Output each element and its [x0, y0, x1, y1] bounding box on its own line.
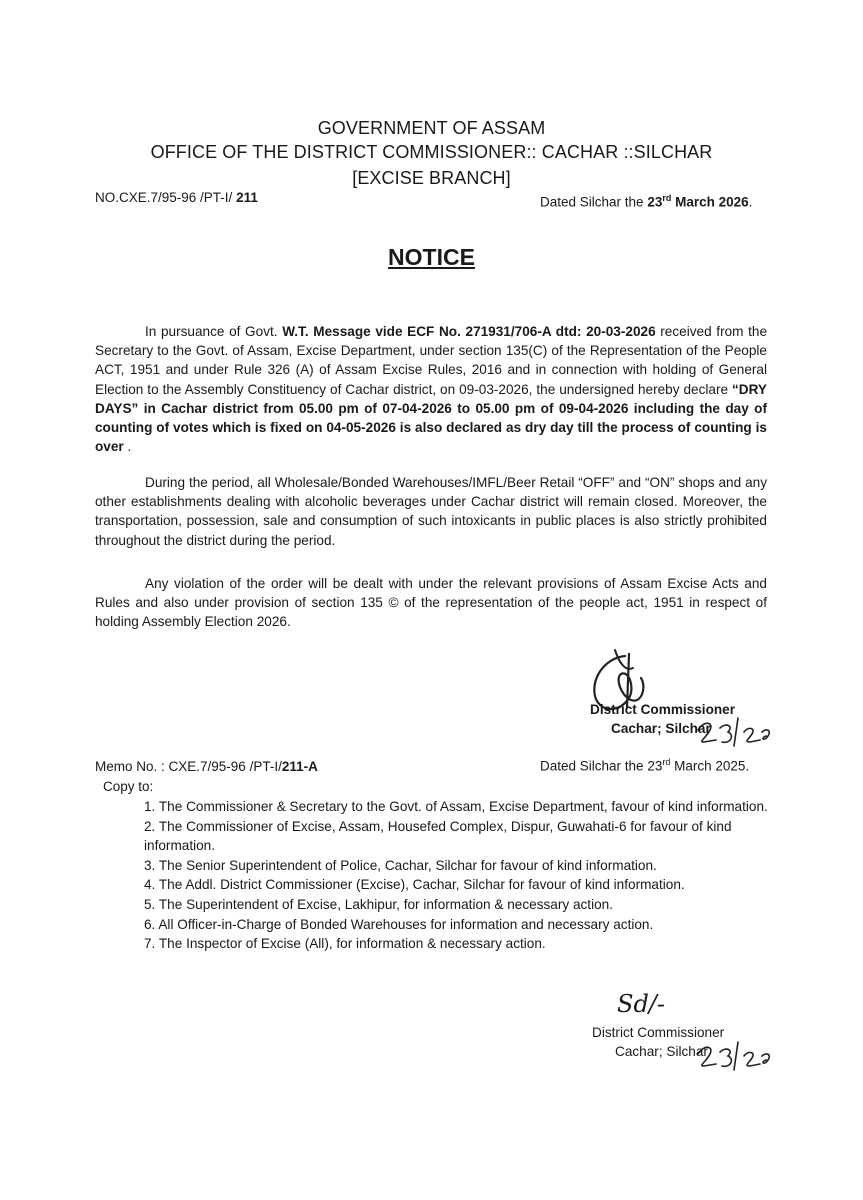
memo-number-value: 211-A	[281, 759, 318, 774]
copy-to-item: 4. The Addl. District Commissioner (Excise), Cachar, Silchar for favour of kind information.	[144, 877, 685, 893]
memo-date-day: 23	[647, 758, 663, 774]
reference-date-prefix: Dated Silchar the	[540, 194, 648, 210]
paragraph-closure	[95, 473, 767, 550]
copy-to-item: 7. The Inspector of Excise (All), for information & necessary action.	[144, 936, 546, 952]
header-office: OFFICE OF THE DISTRICT COMMISSIONER:: CACHAR ::SILCHAR	[150, 142, 713, 162]
reference-date-suffix: rd	[662, 193, 672, 203]
copy-to-list	[144, 797, 768, 954]
memo-number	[95, 759, 318, 774]
memo-date-suffix: rd	[662, 757, 671, 767]
signature-2-title: District Commissioner	[592, 1025, 725, 1040]
copy-to-item: 5. The Superintendent of Excise, Lakhipur, for information & necessary action.	[144, 896, 613, 912]
memo-date	[540, 757, 749, 774]
signature-1-place: Cachar; Silchar	[611, 721, 711, 736]
reference-number-value: 211	[236, 190, 258, 205]
paragraph-violation-text: Any violation of the order will be dealt with under the relevant provisions of Assam Excise Acts and Rules and also under provision of section 135 © of the representation of the people act, 1951 in respect of holding Assembly Election 2026.	[95, 576, 767, 630]
copy-to-item: 2. The Commissioner of Excise, Assam, Housefed Complex, Dispur, Guwahati-6 for favour of kind information.	[144, 818, 732, 854]
paragraph-declaration-dry-days: “DRY DAYS” in Cachar district from 05.00 pm of 07-04-2026 to 05.00 pm of 09-04-2026 including the day of counting of votes which is fixed on 04-05-2026 is also declared as dry day till the process of counting is over	[95, 381, 767, 455]
signature-1-title: District Commissioner	[590, 702, 736, 717]
paragraph-declaration	[95, 322, 767, 456]
memo-date-month: March 2025.	[670, 758, 750, 774]
memo-number-prefix: Memo No. : CXE.7/95-96 /PT-I/	[95, 759, 282, 774]
handwritten-sd: Sd/-	[617, 990, 665, 1018]
copy-to-item: 3. The Senior Superintendent of Police, Cachar, Silchar for favour of kind information.	[144, 857, 657, 873]
memo-date-prefix: Dated Silchar the	[540, 758, 648, 774]
reference-date-day: 23	[647, 194, 663, 210]
reference-date-month: March 2026	[671, 194, 749, 210]
copy-to-label: Copy to:	[103, 779, 154, 794]
signature-2-place: Cachar; Silchar	[615, 1044, 708, 1059]
reference-date-end: .	[748, 194, 753, 210]
copy-to-item: 1. The Commissioner & Secretary to the Govt. of Assam, Excise Department, favour of kind information.	[144, 799, 768, 814]
header-government: GOVERNMENT OF ASSAM	[317, 118, 546, 138]
reference-number	[95, 190, 258, 205]
notice-title: NOTICE	[388, 244, 475, 270]
handwritten-date-2	[690, 1036, 780, 1076]
reference-date	[540, 193, 752, 210]
handwritten-date-1	[690, 712, 780, 752]
copy-to-item: 6. All Officer-in-Charge of Bonded Warehouses for information and necessary action.	[144, 916, 654, 932]
paragraph-violation	[95, 574, 767, 632]
paragraph-declaration-text-1: In pursuance of Govt.	[145, 324, 283, 339]
header-branch: [EXCISE BRANCH]	[352, 168, 511, 188]
paragraph-declaration-text-2: received from the Secretary to the Govt. of Assam, Excise Department, under section 135(C) of the Representation of the People ACT, 1951 and under Rule 326 (A) of Assam Excise Rules, 2016 and in connection with holding of General Election to the Assembly Constituency of Cachar district, on 09-03-2026, the undersigned hereby declare	[95, 324, 768, 397]
paragraph-declaration-message-ref: W.T. Message vide ECF No. 271931/706-A dtd: 20-03-2026	[282, 324, 656, 339]
paragraph-declaration-text-3: .	[123, 439, 132, 455]
reference-number-prefix: NO.CXE.7/95-96 /PT-I/	[95, 190, 237, 205]
paragraph-closure-text: During the period, all Wholesale/Bonded Warehouses/IMFL/Beer Retail “OFF” and “ON” shops and any other establishments dealing with alcoholic beverages under Cachar district will remain closed. Moreover, the transportation, possession, sale and consumption of such intoxicants in public places is also strictly prohibited throughout the district during the period.	[95, 475, 767, 548]
